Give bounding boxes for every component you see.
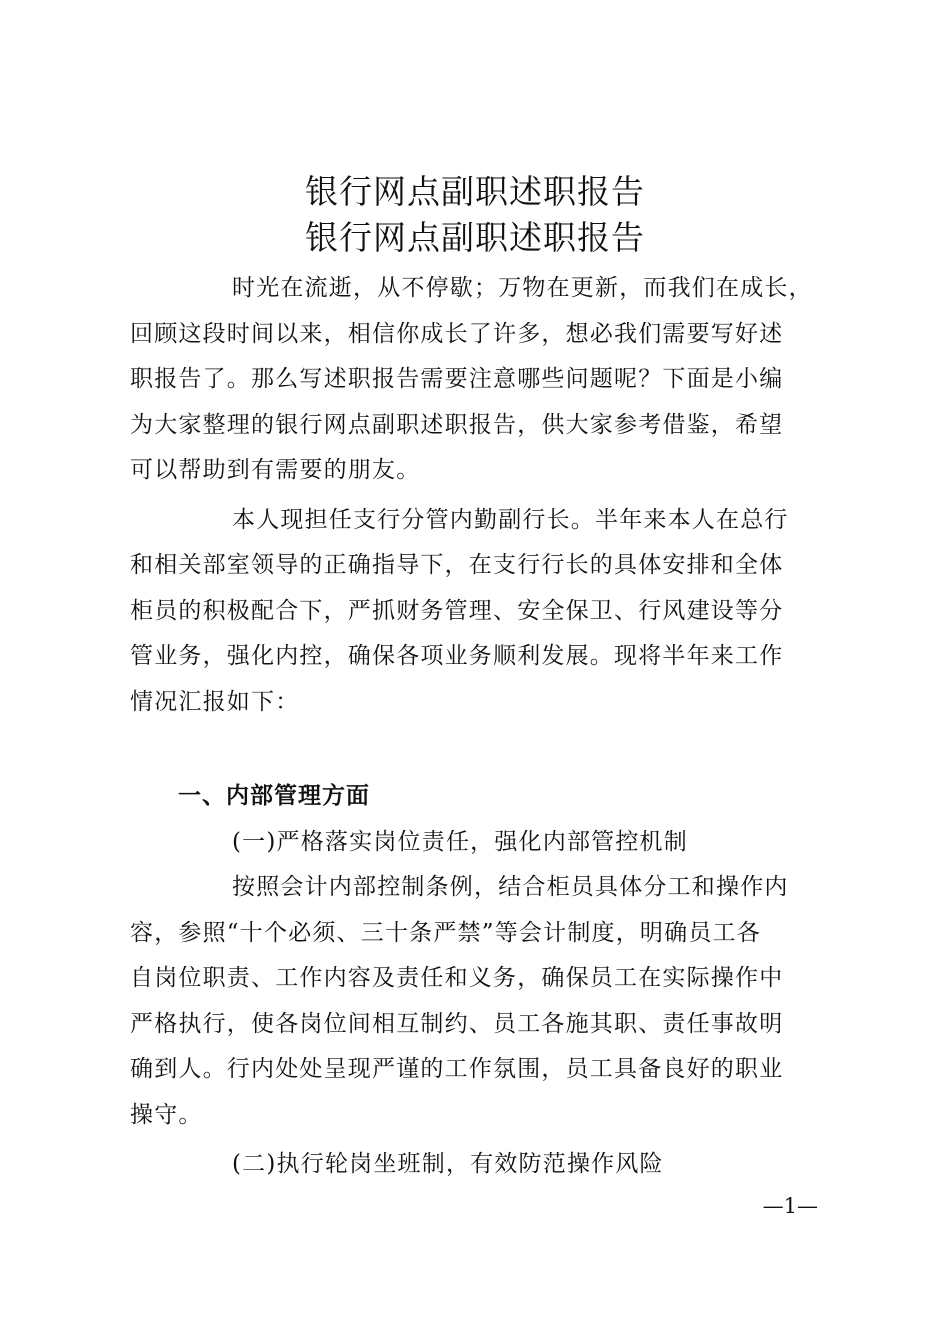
- body-line: 按照会计内部控制条例，结合柜员具体分工和操作内: [232, 874, 789, 900]
- page-number: —1—: [762, 1194, 818, 1218]
- body-line: 情况汇报如下：: [130, 689, 300, 715]
- subsection-heading: (二)执行轮岗坐班制，有效防范操作风险: [232, 1151, 664, 1177]
- body-line: 本人现担任支行分管内勤副行长。半年来本人在总行: [232, 507, 789, 533]
- body-line: 操守。: [130, 1102, 203, 1128]
- subsection-heading: (一)严格落实岗位责任，强化内部管控机制: [232, 829, 688, 855]
- intro-line: 回顾这段时间以来，相信你成长了许多，想必我们需要写好述: [130, 321, 784, 347]
- body-line: 自岗位职责、工作内容及责任和义务，确保员工在实际操作中: [130, 965, 784, 991]
- section-heading: 一、内部管理方面: [178, 783, 370, 809]
- body-line: 确到人。行内处处呈现严谨的工作氛围，员工具备良好的职业: [130, 1056, 784, 1082]
- document-title-repeat: 银行网点副职述职报告: [305, 218, 645, 257]
- document-title: 银行网点副职述职报告: [305, 172, 645, 211]
- intro-line: 可以帮助到有需要的朋友。: [130, 457, 421, 483]
- body-line: 管业务，强化内控，确保各项业务顺利发展。现将半年来工作: [130, 643, 784, 669]
- intro-line: 时光在流逝，从不停歇；万物在更新，而我们在成长，: [232, 275, 813, 301]
- intro-line: 为大家整理的银行网点副职述职报告，供大家参考借鉴，希望: [130, 412, 784, 438]
- body-line: 柜员的积极配合下，严抓财务管理、安全保卫、行风建设等分: [130, 598, 784, 624]
- body-line: 容，参照“十个必须、三十条严禁”等会计制度，明确员工各: [130, 920, 761, 946]
- body-line: 严格执行，使各岗位间相互制约、员工各施其职、责任事故明: [130, 1011, 784, 1037]
- intro-line: 职报告了。那么写述职报告需要注意哪些问题呢？下面是小编: [130, 366, 784, 392]
- body-line: 和相关部室领导的正确指导下，在支行行长的具体安排和全体: [130, 552, 784, 578]
